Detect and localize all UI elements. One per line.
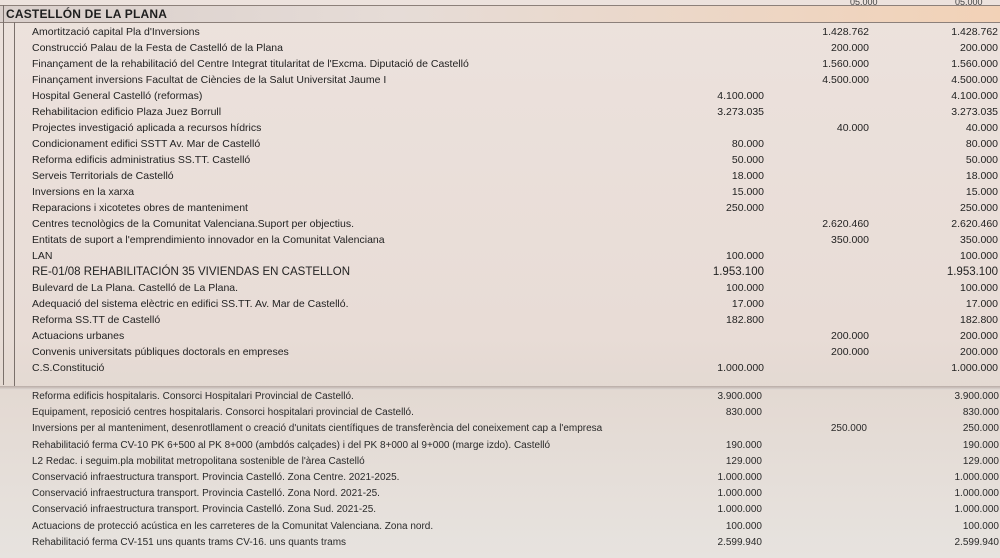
- col1-value: 190.000: [725, 439, 762, 451]
- section-header: [0, 5, 1000, 23]
- col1-value: 129.000: [725, 455, 762, 467]
- total-value: 1.428.762: [951, 26, 998, 38]
- table-row: [0, 40, 1000, 56]
- total-value: 1.953.100: [946, 266, 998, 278]
- table-row: [0, 184, 1000, 200]
- col1-value: 1.000.000: [717, 504, 762, 516]
- col1-value: 100.000: [726, 250, 764, 262]
- col1-value: 17.000: [731, 298, 764, 310]
- total-value: 100.000: [962, 520, 999, 532]
- table-row: [0, 535, 1000, 551]
- table-row: [0, 88, 1000, 104]
- col1-value: 1.000.000: [717, 362, 764, 374]
- col2-value: 1.560.000: [822, 58, 869, 70]
- table-row: [0, 136, 1000, 152]
- table-row: [0, 486, 1000, 502]
- table-row: [0, 280, 1000, 296]
- row-label: Conservació infraestructura transport. Provincia Castelló. Zona Nord. 2021-25.: [32, 488, 380, 500]
- row-label: Inversions per al manteniment, desenrotllament o creació d'unitats científiques de transferència del coneixement cap a l'empresa: [32, 423, 603, 435]
- table-row: [0, 168, 1000, 184]
- table-row: [0, 232, 1000, 248]
- col2-value: 200.000: [831, 330, 869, 342]
- row-label: Convenis universitats públiques doctorals en empreses: [32, 346, 289, 358]
- table-row: [0, 328, 1000, 344]
- table-row: [0, 264, 1000, 280]
- table-row: [0, 72, 1000, 88]
- col1-value: 3.273.035: [717, 106, 764, 118]
- total-value: 4.500.000: [951, 74, 998, 86]
- col1-value: 50.000: [731, 154, 764, 166]
- table-row: [0, 56, 1000, 72]
- total-value: 129.000: [962, 455, 999, 467]
- table-row: [0, 248, 1000, 264]
- row-label: Entitats de suport a l'emprendimiento innovador en la Comunitat Valenciana: [32, 234, 385, 246]
- row-label: Serveis Territorials de Castelló: [32, 170, 174, 182]
- row-label: L2 Redac. i seguim.pla mobilitat metropolitana sostenible de l'àrea Castelló: [32, 455, 365, 467]
- total-value: 1.560.000: [951, 58, 998, 70]
- col1-value: 182.800: [726, 314, 764, 326]
- total-value: 80.000: [965, 138, 998, 150]
- col1-value: 1.000.000: [717, 471, 762, 483]
- total-value: 1.000.000: [951, 362, 998, 374]
- total-value: 182.800: [960, 314, 998, 326]
- row-label: Conservació infraestructura transport. Provincia Castelló. Zona Centre. 2021-2025.: [32, 471, 400, 483]
- budget-table-lower: [0, 389, 1000, 551]
- total-value: 1.000.000: [954, 504, 999, 516]
- row-label: Condicionament edifici SSTT Av. Mar de Castelló: [32, 138, 261, 150]
- row-label: Reparacions i xicotetes obres de manteniment: [32, 202, 248, 214]
- row-label: Reforma edificis administratius SS.TT. Castelló: [32, 154, 251, 166]
- row-label: Rehabilitació ferma CV-10 PK 6+500 al PK 8+000 (ambdós calçades) i del PK 8+000 al 9+000 (marge izdo). Castelló: [32, 439, 551, 451]
- total-value: 3.900.000: [954, 391, 999, 402]
- col1-value: 80.000: [731, 138, 764, 150]
- table-row: [0, 200, 1000, 216]
- total-value: 50.000: [965, 154, 998, 166]
- table-row: [0, 24, 1000, 40]
- row-label: Inversions en la xarxa: [32, 186, 135, 198]
- row-label: RE-01/08 REHABILITACIÓN 35 VIVIENDAS EN CASTELLON: [32, 266, 351, 278]
- section-title: CASTELLÓN DE LA PLANA: [6, 7, 168, 21]
- total-value: 2.620.460: [951, 218, 998, 230]
- total-value: 350.000: [960, 234, 998, 246]
- total-value: 2.599.940: [954, 536, 999, 548]
- total-value: 1.000.000: [954, 471, 999, 483]
- table-row: [0, 519, 1000, 535]
- table-row: [0, 120, 1000, 136]
- row-label: Actuacions de protecció acústica en les carreteres de la Comunitat Valenciana. Zona nord.: [32, 520, 434, 532]
- table-row: [0, 438, 1000, 454]
- total-value: 1.000.000: [954, 488, 999, 500]
- row-label: LAN: [32, 250, 53, 262]
- col2-value: 350.000: [831, 234, 869, 246]
- row-label: Actuacions urbanes: [32, 330, 125, 342]
- col2-value: 1.428.762: [822, 26, 869, 38]
- table-row: [0, 296, 1000, 312]
- table-row: [0, 344, 1000, 360]
- table-row: [0, 389, 1000, 405]
- total-value: 100.000: [960, 282, 998, 294]
- col1-value: 1.000.000: [717, 488, 762, 500]
- row-label: Conservació infraestructura transport. Provincia Castelló. Zona Sud. 2021-25.: [32, 504, 377, 516]
- col1-value: 3.900.000: [717, 391, 762, 402]
- row-label: Reforma SS.TT de Castelló: [32, 314, 161, 326]
- total-value: 15.000: [965, 186, 998, 198]
- col1-value: 830.000: [725, 407, 762, 419]
- row-label: Amortització capital Pla d'Inversions: [32, 26, 200, 38]
- total-value: 200.000: [960, 330, 998, 342]
- total-value: 830.000: [962, 407, 999, 419]
- row-label: Bulevard de La Plana. Castelló de La Plana.: [32, 282, 239, 294]
- total-value: 250.000: [962, 423, 999, 435]
- total-value: 200.000: [960, 346, 998, 358]
- budget-table-upper: [0, 24, 1000, 376]
- row-label: Finançament de la rehabilitació del Centre Integrat titularitat de l'Excma. Diputació de Castelló: [32, 58, 469, 70]
- total-value: 17.000: [965, 298, 998, 310]
- col1-value: 4.100.000: [717, 90, 764, 102]
- row-label: Rehabilitació ferma CV-151 uns quants trams CV-16. uns quants trams: [32, 536, 347, 548]
- col2-value: 250.000: [830, 423, 867, 435]
- total-value: 3.273.035: [951, 106, 998, 118]
- row-label: Finançament inversions Facultat de Ciències de la Salut Universitat Jaume I: [32, 74, 387, 86]
- total-value: 18.000: [965, 170, 998, 182]
- row-label: Rehabilitacion edificio Plaza Juez Borrull: [32, 106, 222, 118]
- table-row: [0, 312, 1000, 328]
- total-value: 250.000: [960, 202, 998, 214]
- row-label: C.S.Constitució: [32, 362, 105, 374]
- table-row: [0, 104, 1000, 120]
- row-label: Hospital General Castelló (reformas): [32, 90, 203, 102]
- col1-value: 18.000: [731, 170, 764, 182]
- row-label: Adequació del sistema elèctric en edifici SS.TT. Av. Mar de Castelló.: [32, 298, 349, 310]
- col1-value: 250.000: [726, 202, 764, 214]
- row-label: Reforma edificis hospitalaris. Consorci Hospitalari Provincial de Castelló.: [32, 391, 354, 402]
- total-value: 40.000: [965, 122, 998, 134]
- col1-value: 100.000: [726, 282, 764, 294]
- row-label: Equipament, reposició centres hospitalaris. Consorci hospitalari provincial de Castelló.: [32, 407, 414, 419]
- col2-value: 200.000: [831, 346, 869, 358]
- col1-value: 100.000: [725, 520, 762, 532]
- row-label: Projectes investigació aplicada a recursos hídrics: [32, 122, 262, 134]
- table-row: [0, 360, 1000, 376]
- col2-value: 2.620.460: [822, 218, 869, 230]
- table-row: [0, 152, 1000, 168]
- col2-value: 40.000: [836, 122, 869, 134]
- col2-value: 200.000: [831, 42, 869, 54]
- row-label: Construcció Palau de la Festa de Castelló de la Plana: [32, 42, 283, 54]
- col1-value: 1.953.100: [712, 266, 764, 278]
- table-row: [0, 216, 1000, 232]
- table-row: [0, 405, 1000, 421]
- table-row: [0, 454, 1000, 470]
- cutoff-value-c2: 05.000: [850, 0, 878, 5]
- total-value: 100.000: [960, 250, 998, 262]
- col2-value: 4.500.000: [822, 74, 869, 86]
- table-row: [0, 421, 1000, 437]
- col1-value: 15.000: [731, 186, 764, 198]
- cutoff-value-c3: 05.000: [955, 0, 983, 5]
- total-value: 190.000: [962, 439, 999, 451]
- col1-value: 2.599.940: [717, 536, 762, 548]
- total-value: 200.000: [960, 42, 998, 54]
- total-value: 4.100.000: [951, 90, 998, 102]
- table-row: [0, 470, 1000, 486]
- table-row: [0, 502, 1000, 518]
- row-label: Centres tecnològics de la Comunitat Valenciana.Suport per objectius.: [32, 218, 354, 230]
